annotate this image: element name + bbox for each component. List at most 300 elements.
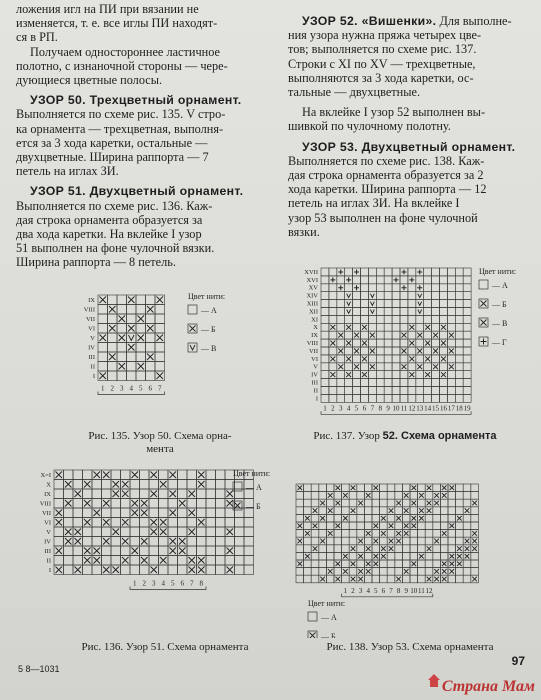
row-numeral: VII [41, 510, 51, 518]
grid-cell [361, 284, 369, 292]
grid-cell [136, 343, 146, 353]
grid-cell [376, 300, 384, 308]
cross-symbol [425, 341, 430, 346]
grid-cell [384, 355, 392, 363]
cross-symbol [128, 325, 135, 332]
grid-cell [329, 300, 337, 308]
grid-cell [455, 292, 463, 300]
grid-cell [384, 347, 392, 355]
cross-symbol [450, 486, 455, 491]
grid-cell [424, 276, 432, 284]
grid-cell [296, 530, 304, 538]
grid-cell [418, 545, 426, 553]
cross-symbol [381, 516, 386, 521]
plus-symbol [394, 277, 399, 282]
grid-cell [353, 394, 361, 402]
cross-symbol [138, 363, 145, 370]
grid-cell [342, 545, 350, 553]
column-number: 4 [129, 384, 133, 393]
grid-cell [111, 556, 121, 566]
grid-cell [235, 508, 245, 518]
cross-symbol [417, 349, 422, 354]
plus-symbol [354, 270, 359, 275]
grid-cell [425, 552, 433, 560]
grid-cell [432, 284, 440, 292]
grid-cell [334, 530, 342, 538]
grid-cell [98, 314, 108, 324]
cross-symbol [170, 491, 177, 498]
grid-cell [155, 362, 165, 372]
grid-cell [206, 489, 216, 499]
grid-cell [372, 514, 380, 522]
grid-cell [376, 331, 384, 339]
grid-cell [410, 545, 418, 553]
grid-cell [178, 470, 188, 480]
grid-cell [149, 508, 159, 518]
grid-cell [384, 371, 392, 379]
grid-cell [384, 292, 392, 300]
grid-cell [353, 276, 361, 284]
grid-cell [361, 268, 369, 276]
cross-symbol [160, 519, 167, 526]
column-number: 3 [152, 579, 156, 588]
cross-symbol [170, 538, 177, 545]
grid-cell [400, 292, 408, 300]
grid-cell [387, 514, 395, 522]
grid-cell [102, 556, 112, 566]
grid-cell [155, 305, 165, 315]
cross-symbol [396, 501, 401, 506]
grid-cell [83, 537, 93, 547]
grid-cell [111, 537, 121, 547]
cross-symbol [94, 472, 101, 479]
grid-cell [321, 363, 329, 371]
grid-cell [424, 300, 432, 308]
grid-cell [455, 347, 463, 355]
grid-cell [54, 489, 64, 499]
grid-cell [372, 575, 380, 583]
cross-symbol [141, 500, 148, 507]
grid-cell [418, 537, 426, 545]
column-number: 9 [386, 404, 390, 413]
pattern-51-line: Выполняется по схеме рис. 136. Каж- [16, 198, 213, 213]
cross-symbol [84, 519, 91, 526]
figure-138-caption: Рис. 138. Узор 53. Схема орнамента [326, 641, 494, 653]
cross-symbol [330, 372, 335, 377]
grid-cell [149, 499, 159, 509]
cross-symbol [358, 501, 363, 506]
grid-cell [432, 276, 440, 284]
grid-cell [463, 379, 471, 387]
right-text-column [288, 14, 526, 239]
grid-cell [321, 371, 329, 379]
grid-cell [402, 545, 410, 553]
legend-entry: — Г [492, 338, 507, 347]
grid-cell [402, 484, 410, 492]
grid-cell [187, 518, 197, 528]
grid-cell [54, 556, 64, 566]
cross-symbol [366, 569, 371, 574]
cross-symbol [419, 493, 424, 498]
grid-cell [197, 489, 207, 499]
grid-cell [235, 546, 245, 556]
grid-cell [471, 560, 479, 568]
grid-cell [146, 362, 156, 372]
grid-cell [321, 284, 329, 292]
grid-cell [329, 331, 337, 339]
intro-line: ся в РП. [16, 30, 58, 45]
cross-symbol [425, 325, 430, 330]
grid-cell [108, 343, 118, 353]
grid-cell [83, 470, 93, 480]
row-numeral: XVII [304, 268, 318, 276]
grid-cell [345, 331, 353, 339]
grid-cell [304, 560, 312, 568]
grid-cell [127, 362, 137, 372]
grid-cell [361, 387, 369, 395]
row-numeral: XII [308, 308, 318, 316]
cross-symbol [138, 335, 145, 342]
grid-cell [244, 546, 254, 556]
grid-cell [384, 268, 392, 276]
grid-cell [402, 575, 410, 583]
grid-cell [400, 276, 408, 284]
grid-cell [140, 527, 150, 537]
grid-cell [440, 315, 448, 323]
grid-cell [108, 314, 118, 324]
grid-cell [471, 568, 479, 576]
grid-cell [424, 284, 432, 292]
cross-symbol [374, 539, 379, 544]
legend-entry: — В [492, 319, 508, 328]
grid-cell [432, 300, 440, 308]
v-symbol [370, 294, 374, 298]
grid-cell [440, 284, 448, 292]
grid-cell [447, 308, 455, 316]
grid-cell [372, 492, 380, 500]
cross-symbol [370, 333, 375, 338]
grid-cell [433, 522, 441, 530]
column-number: 7 [158, 384, 162, 393]
cross-symbol [109, 325, 116, 332]
grid-cell [326, 522, 334, 530]
cross-symbol [434, 569, 439, 574]
grid-cell [140, 489, 150, 499]
figure-137-caption: Рис. 137. Узор [313, 430, 380, 442]
legend-entry: — А [321, 613, 337, 622]
grid-cell [368, 323, 376, 331]
grid-cell [353, 387, 361, 395]
grid-cell [127, 314, 137, 324]
grid-cell [304, 568, 312, 576]
grid-cell [456, 568, 464, 576]
grid-cell [400, 315, 408, 323]
grid-cell [197, 508, 207, 518]
grid-cell [121, 508, 131, 518]
grid-cell [402, 537, 410, 545]
grid-cell [410, 537, 418, 545]
grid-cell [418, 484, 426, 492]
cross-symbol [151, 567, 158, 574]
cross-symbol [147, 306, 154, 313]
cross-symbol [358, 569, 363, 574]
grid-cell [329, 394, 337, 402]
grid-cell [447, 387, 455, 395]
grid-cell [361, 315, 369, 323]
cross-symbol [442, 493, 447, 498]
cross-symbol [157, 373, 164, 380]
grid-cell [402, 499, 410, 507]
grid-cell [364, 499, 372, 507]
grid-cell [392, 284, 400, 292]
grid-cell [463, 355, 471, 363]
cross-symbol [419, 554, 424, 559]
row-numeral: IX [88, 297, 95, 305]
cross-symbol [227, 529, 234, 536]
grid-cell [136, 305, 146, 315]
grid-cell [111, 470, 121, 480]
intro-line: Получаем одностороннее ластичное [30, 44, 220, 59]
grid-cell [440, 292, 448, 300]
grid-cell [321, 394, 329, 402]
grid-cell [463, 492, 471, 500]
cross-symbol [190, 326, 196, 332]
grid-cell [447, 300, 455, 308]
cross-symbol [362, 325, 367, 330]
grid-cell [447, 315, 455, 323]
cross-symbol [354, 364, 359, 369]
grid-cell [463, 575, 471, 583]
cross-symbol [450, 569, 455, 574]
grid-cell [424, 268, 432, 276]
row-numeral: VIII [306, 340, 318, 348]
grid-cell [408, 379, 416, 387]
grid-cell [353, 379, 361, 387]
grid-cell [73, 499, 83, 509]
v-symbol [370, 302, 374, 306]
cross-symbol [404, 569, 409, 574]
cross-symbol [109, 306, 116, 313]
grid-cell [395, 492, 403, 500]
cross-symbol [346, 356, 351, 361]
cross-symbol [351, 508, 356, 513]
cross-symbol [94, 510, 101, 517]
grid-cell [425, 514, 433, 522]
watermark-text: Страна Мам [441, 678, 535, 695]
left-text-column [16, 2, 262, 270]
grid-cell [424, 379, 432, 387]
grid-cell [433, 530, 441, 538]
column-number: 1 [343, 586, 348, 595]
column-number: 8 [378, 404, 382, 413]
cross-symbol [310, 633, 316, 639]
grid-cell [410, 507, 418, 515]
column-number: 11 [418, 586, 425, 595]
grid-cell [353, 308, 361, 316]
column-number: 8 [396, 586, 401, 595]
column-number: 5 [171, 579, 175, 588]
cross-symbol [343, 493, 348, 498]
grid-cell [155, 343, 165, 353]
grid-cell [463, 484, 471, 492]
cross-symbol [100, 335, 107, 342]
grid-cell [130, 518, 140, 528]
legend-entry: — В [201, 344, 217, 353]
column-number: 7 [389, 586, 393, 595]
grid-cell [329, 308, 337, 316]
grid-cell [361, 394, 369, 402]
grid-cell [424, 363, 432, 371]
cross-symbol [160, 481, 167, 488]
grid-cell [337, 276, 345, 284]
grid-cell [206, 508, 216, 518]
grid-cell [384, 276, 392, 284]
grid-cell [376, 276, 384, 284]
cross-symbol [198, 557, 205, 564]
grid-cell [329, 284, 337, 292]
cross-symbol [343, 516, 348, 521]
grid-cell [402, 514, 410, 522]
grid-cell [440, 387, 448, 395]
grid-cell [463, 323, 471, 331]
grid-cell [353, 315, 361, 323]
grid-cell [304, 575, 312, 583]
grid-cell [225, 518, 235, 528]
grid-cell [64, 556, 74, 566]
grid-cell [64, 565, 74, 575]
grid-cell [83, 527, 93, 537]
grid-cell [216, 527, 226, 537]
grid-cell [455, 387, 463, 395]
cross-symbol [389, 508, 394, 513]
cross-symbol [320, 516, 325, 521]
grid-cell [392, 347, 400, 355]
grid-cell [395, 545, 403, 553]
grid-cell [447, 276, 455, 284]
grid-cell [440, 514, 448, 522]
grid-cell [311, 492, 319, 500]
cross-symbol [56, 548, 63, 555]
legend-swatch [308, 612, 317, 621]
grid-cell [102, 546, 112, 556]
grid-cell [455, 284, 463, 292]
cross-symbol [346, 341, 351, 346]
grid-cell [408, 300, 416, 308]
grid-cell [216, 489, 226, 499]
grid-cell [326, 545, 334, 553]
grid-cell [384, 379, 392, 387]
cross-symbol [157, 297, 164, 304]
grid-cell [342, 499, 350, 507]
grid-cell [368, 315, 376, 323]
grid-cell [440, 300, 448, 308]
grid-cell [418, 560, 426, 568]
grid-cell [326, 552, 334, 560]
cross-symbol [298, 524, 303, 529]
grid-cell [342, 507, 350, 515]
grid-cell [326, 560, 334, 568]
grid-cell [368, 276, 376, 284]
cross-symbol [227, 567, 234, 574]
cross-symbol [198, 472, 205, 479]
grid-cell [400, 387, 408, 395]
grid-cell [108, 371, 118, 381]
cross-symbol [122, 481, 129, 488]
grid-cell [321, 300, 329, 308]
cross-symbol [84, 500, 91, 507]
grid-cell [159, 537, 169, 547]
grid-cell [361, 347, 369, 355]
grid-cell [235, 556, 245, 566]
grid-cell [376, 268, 384, 276]
grid-cell [64, 508, 74, 518]
grid-cell [349, 552, 357, 560]
cross-symbol [330, 356, 335, 361]
cross-symbol [198, 481, 205, 488]
cross-symbol [119, 316, 126, 323]
grid-cell [353, 355, 361, 363]
figure-138-chart [290, 478, 535, 638]
grid-cell [168, 556, 178, 566]
grid-cell [408, 315, 416, 323]
grid-cell [376, 347, 384, 355]
grid-cell [387, 552, 395, 560]
row-numeral: I [48, 567, 51, 575]
grid-cell [326, 484, 334, 492]
grid-cell [455, 339, 463, 347]
grid-cell [361, 379, 369, 387]
cross-symbol [374, 562, 379, 567]
grid-cell [345, 347, 353, 355]
grid-cell [178, 518, 188, 528]
v-symbol [347, 302, 351, 306]
grid-cell [235, 565, 245, 575]
cross-symbol [370, 364, 375, 369]
grid-cell [321, 379, 329, 387]
grid-cell [349, 568, 357, 576]
cross-symbol [472, 546, 477, 551]
grid-cell [146, 333, 156, 343]
pattern-50-line: Выполняется по схеме рис. 135. V стро- [16, 107, 226, 122]
column-number: 19 [463, 404, 471, 413]
grid-cell [376, 355, 384, 363]
v-symbol [129, 335, 135, 341]
grid-cell [402, 560, 410, 568]
column-number: 2 [351, 586, 355, 595]
cross-symbol [103, 567, 110, 574]
cross-symbol [433, 333, 438, 338]
grid-cell [206, 556, 216, 566]
grid-cell [337, 339, 345, 347]
cross-symbol [481, 301, 487, 307]
cross-symbol [433, 364, 438, 369]
cross-symbol [336, 524, 341, 529]
grid-cell [357, 507, 365, 515]
grid-cell [296, 499, 304, 507]
grid-cell [455, 268, 463, 276]
column-number: 2 [331, 404, 335, 413]
cross-symbol [56, 472, 63, 479]
plus-symbol [354, 285, 359, 290]
grid-cell [456, 492, 464, 500]
cross-symbol [170, 472, 177, 479]
grid-cell [463, 315, 471, 323]
grid-cell [416, 355, 424, 363]
cross-symbol [119, 363, 126, 370]
grid-cell [392, 331, 400, 339]
grid-cell [319, 507, 327, 515]
grid-cell [463, 514, 471, 522]
